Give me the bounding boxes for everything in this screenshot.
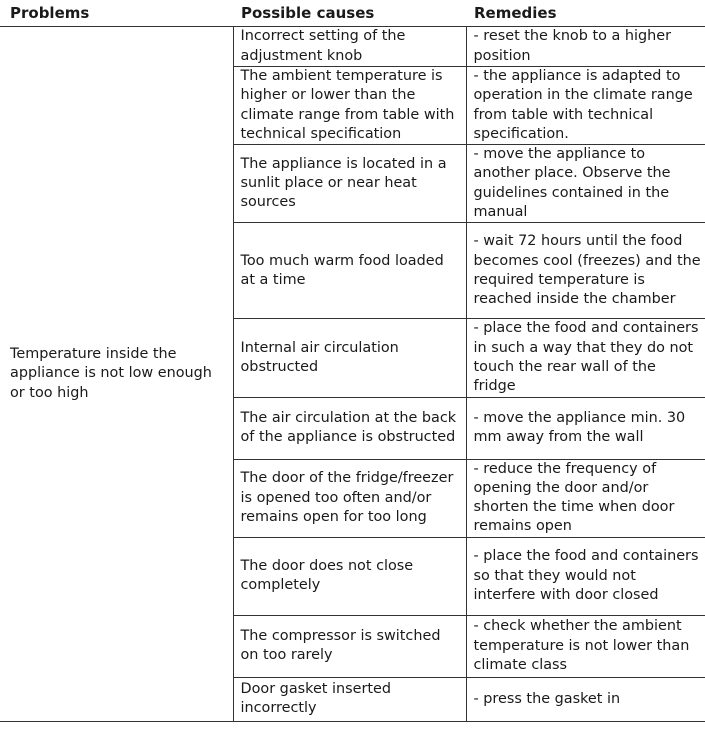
header-problems: Problems — [0, 0, 233, 27]
cause-cell: Incorrect setting of the adjustment knob — [233, 27, 466, 67]
cause-cell: Internal air circulation obstructed — [233, 319, 466, 397]
cause-cell: Door gasket inserted incorrectly — [233, 677, 466, 721]
remedy-cell: - reset the knob to a higher position — [466, 27, 705, 67]
remedy-cell: - move the appliance to another place. Observe the guidelines contained in the manual — [466, 145, 705, 223]
header-possible-causes: Possible causes — [233, 0, 466, 27]
remedy-cell: - wait 72 hours until the food becomes cool (freezes) and the required temperature is reached inside the chamber — [466, 223, 705, 319]
problem-cell: Temperature inside the appliance is not low enough or too high — [0, 27, 233, 722]
remedy-cell: - press the gasket in — [466, 677, 705, 721]
remedy-cell: - place the food and containers in such a way that they do not touch the rear wall of the fridge — [466, 319, 705, 397]
remedy-cell: - the appliance is adapted to operation in the climate range from table with technical specification. — [466, 67, 705, 145]
table-header-row — [0, 0, 705, 27]
remedy-cell: - place the food and containers so that they would not interfere with door closed — [466, 537, 705, 615]
cause-cell: The ambient temperature is higher or lower than the climate range from table with technical specification — [233, 67, 466, 145]
cause-cell: The compressor is switched on too rarely — [233, 615, 466, 677]
cause-cell: The door of the fridge/freezer is opened too often and/or remains open for too long — [233, 459, 466, 537]
table-row — [0, 27, 705, 67]
cause-cell: The door does not close completely — [233, 537, 466, 615]
remedy-cell: - check whether the ambient temperature is not lower than climate class — [466, 615, 705, 677]
cause-cell: Too much warm food loaded at a time — [233, 223, 466, 319]
cause-cell: The air circulation at the back of the appliance is obstructed — [233, 397, 466, 459]
remedy-cell: - move the appliance min. 30 mm away from the wall — [466, 397, 705, 459]
header-remedies: Remedies — [466, 0, 705, 27]
cause-cell: The appliance is located in a sunlit place or near heat sources — [233, 145, 466, 223]
remedy-cell: - reduce the frequency of opening the door and/or shorten the time when door remains open — [466, 459, 705, 537]
